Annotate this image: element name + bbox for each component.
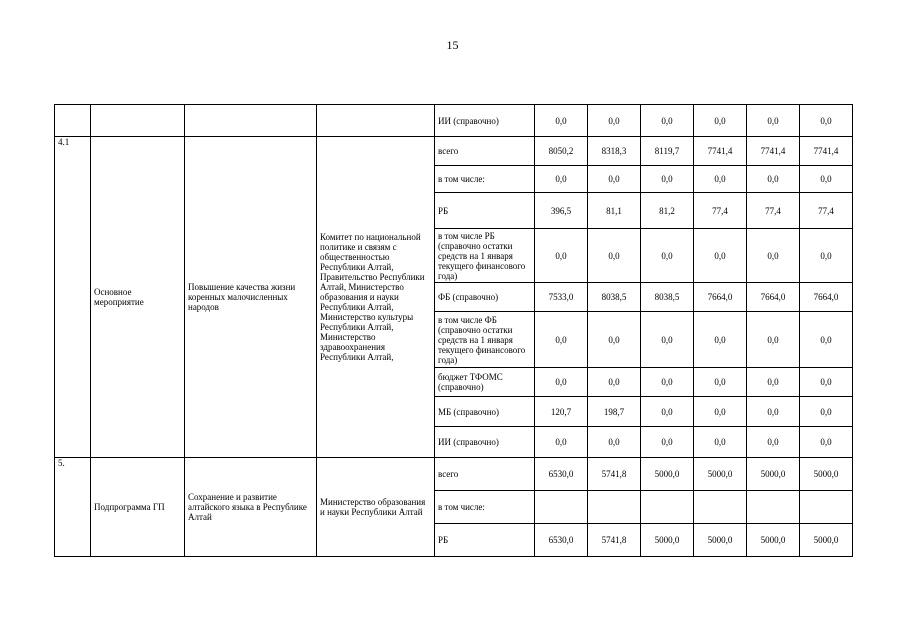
value-cell: 81,2 bbox=[641, 193, 694, 229]
value-cell: 0,0 bbox=[747, 312, 800, 368]
value-cell: 120,7 bbox=[535, 397, 588, 427]
value-cell: 5741,8 bbox=[588, 458, 641, 491]
value-cell: 0,0 bbox=[535, 229, 588, 283]
value-cell: 0,0 bbox=[641, 166, 694, 193]
empty-cell bbox=[55, 105, 91, 137]
source-cell: всего bbox=[435, 458, 535, 491]
value-cell: 0,0 bbox=[588, 368, 641, 397]
empty-cell bbox=[317, 105, 435, 137]
table-row bbox=[55, 137, 853, 166]
activity-name: Основное мероприятие bbox=[91, 137, 185, 458]
value-cell: 0,0 bbox=[800, 312, 853, 368]
activity-executor: Министерство образования и науки Республики Алтай bbox=[317, 458, 435, 557]
value-cell bbox=[535, 491, 588, 524]
value-cell: 7664,0 bbox=[800, 283, 853, 312]
source-cell: в том числе ФБ (справочно остатки средств на 1 января текущего финансового года) bbox=[435, 312, 535, 368]
value-cell: 0,0 bbox=[694, 427, 747, 458]
value-cell: 0,0 bbox=[588, 229, 641, 283]
value-cell: 0,0 bbox=[588, 105, 641, 137]
value-cell: 5000,0 bbox=[747, 524, 800, 557]
value-cell: 0,0 bbox=[800, 397, 853, 427]
value-cell: 5000,0 bbox=[800, 458, 853, 491]
value-cell: 77,4 bbox=[694, 193, 747, 229]
source-cell: ИИ (справочно) bbox=[435, 427, 535, 458]
activity-goal: Сохранение и развитие алтайского языка в Республике Алтай bbox=[185, 458, 317, 557]
value-cell: 0,0 bbox=[694, 229, 747, 283]
value-cell: 8038,5 bbox=[641, 283, 694, 312]
value-cell: 7741,4 bbox=[747, 137, 800, 166]
value-cell: 0,0 bbox=[747, 166, 800, 193]
value-cell: 8050,2 bbox=[535, 137, 588, 166]
source-cell: РБ bbox=[435, 193, 535, 229]
value-cell: 0,0 bbox=[694, 368, 747, 397]
value-cell: 7664,0 bbox=[694, 283, 747, 312]
value-cell: 0,0 bbox=[747, 368, 800, 397]
value-cell: 5000,0 bbox=[641, 524, 694, 557]
value-cell: 0,0 bbox=[694, 105, 747, 137]
value-cell: 0,0 bbox=[535, 427, 588, 458]
activity-name: Подпрограмма ГП bbox=[91, 458, 185, 557]
value-cell: 0,0 bbox=[800, 105, 853, 137]
value-cell: 0,0 bbox=[641, 312, 694, 368]
value-cell: 0,0 bbox=[694, 312, 747, 368]
value-cell: 0,0 bbox=[535, 105, 588, 137]
value-cell: 7741,4 bbox=[800, 137, 853, 166]
value-cell: 8038,5 bbox=[588, 283, 641, 312]
value-cell: 0,0 bbox=[641, 368, 694, 397]
value-cell: 0,0 bbox=[800, 368, 853, 397]
value-cell: 0,0 bbox=[641, 427, 694, 458]
source-cell: бюджет ТФОМС (справочно) bbox=[435, 368, 535, 397]
value-cell: 0,0 bbox=[641, 229, 694, 283]
value-cell: 81,1 bbox=[588, 193, 641, 229]
value-cell: 7741,4 bbox=[694, 137, 747, 166]
value-cell bbox=[800, 491, 853, 524]
source-cell: РБ bbox=[435, 524, 535, 557]
source-cell: всего bbox=[435, 137, 535, 166]
value-cell: 6530,0 bbox=[535, 524, 588, 557]
activity-goal: Повышение качества жизни коренных малочисленных народов bbox=[185, 137, 317, 458]
value-cell: 0,0 bbox=[747, 397, 800, 427]
empty-cell bbox=[91, 105, 185, 137]
value-cell: 0,0 bbox=[641, 105, 694, 137]
value-cell: 0,0 bbox=[535, 312, 588, 368]
value-cell: 0,0 bbox=[535, 368, 588, 397]
value-cell: 0,0 bbox=[535, 166, 588, 193]
source-cell: ФБ (справочно) bbox=[435, 283, 535, 312]
value-cell bbox=[694, 491, 747, 524]
value-cell: 0,0 bbox=[694, 166, 747, 193]
table-row bbox=[55, 458, 853, 491]
value-cell: 77,4 bbox=[800, 193, 853, 229]
value-cell: 5000,0 bbox=[747, 458, 800, 491]
table-row bbox=[55, 105, 853, 137]
value-cell: 0,0 bbox=[641, 397, 694, 427]
source-cell: в том числе: bbox=[435, 491, 535, 524]
table-body bbox=[55, 105, 853, 557]
value-cell: 6530,0 bbox=[535, 458, 588, 491]
source-cell: в том числе: bbox=[435, 166, 535, 193]
value-cell: 198,7 bbox=[588, 397, 641, 427]
budget-table bbox=[54, 104, 853, 557]
value-cell: 77,4 bbox=[747, 193, 800, 229]
value-cell: 396,5 bbox=[535, 193, 588, 229]
value-cell: 5000,0 bbox=[694, 458, 747, 491]
value-cell: 8318,3 bbox=[588, 137, 641, 166]
empty-cell bbox=[185, 105, 317, 137]
value-cell: 0,0 bbox=[747, 229, 800, 283]
value-cell: 0,0 bbox=[588, 166, 641, 193]
value-cell: 7533,0 bbox=[535, 283, 588, 312]
activity-executor: Комитет по национальной политике и связям с общественностью Республики Алтай, Правительство Республики Алтай, Министерство образования и науки Республики Алтай, Министерство культуры Республики Алтай, Министерство здравоохранения Республики Алтай, bbox=[317, 137, 435, 458]
value-cell: 7664,0 bbox=[747, 283, 800, 312]
source-cell: МБ (справочно) bbox=[435, 397, 535, 427]
value-cell: 0,0 bbox=[588, 427, 641, 458]
value-cell: 0,0 bbox=[800, 166, 853, 193]
value-cell bbox=[588, 491, 641, 524]
row-index: 5. bbox=[55, 458, 91, 557]
row-index: 4.1 bbox=[55, 137, 91, 458]
value-cell: 0,0 bbox=[747, 427, 800, 458]
source-cell: в том числе РБ (справочно остатки средств на 1 января текущего финансового года) bbox=[435, 229, 535, 283]
source-cell: ИИ (справочно) bbox=[435, 105, 535, 137]
value-cell: 0,0 bbox=[694, 397, 747, 427]
value-cell: 0,0 bbox=[800, 229, 853, 283]
value-cell: 5000,0 bbox=[800, 524, 853, 557]
value-cell: 5741,8 bbox=[588, 524, 641, 557]
value-cell bbox=[641, 491, 694, 524]
value-cell: 5000,0 bbox=[641, 458, 694, 491]
value-cell: 0,0 bbox=[747, 105, 800, 137]
value-cell: 0,0 bbox=[588, 312, 641, 368]
value-cell: 8119,7 bbox=[641, 137, 694, 166]
value-cell bbox=[747, 491, 800, 524]
page-number: 15 bbox=[446, 38, 459, 52]
value-cell: 5000,0 bbox=[694, 524, 747, 557]
value-cell: 0,0 bbox=[800, 427, 853, 458]
